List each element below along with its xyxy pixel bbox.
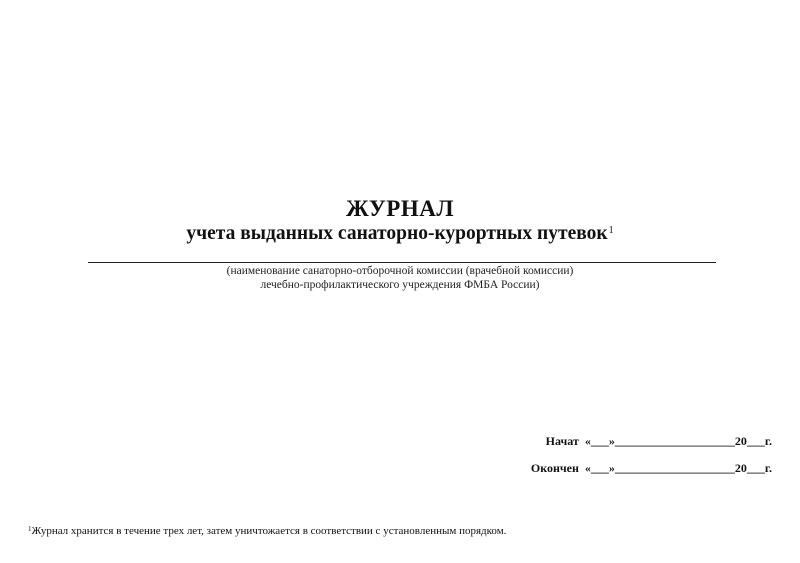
footnote-mark: 1 — [28, 525, 32, 533]
footnote-text: Журнал хранится в течение трех лет, затем уничтожается в соответствии с установленным порядком. — [31, 525, 507, 537]
end-date-line — [531, 460, 772, 476]
organization-caption-line-2: лечебно-профилактического учреждения ФМБА России) — [260, 279, 540, 291]
subtitle-text: учета выданных санаторно-курортных путевок — [186, 223, 608, 244]
subtitle-footnote-mark: 1 — [608, 225, 614, 236]
end-date-label: Окончен — [530, 461, 579, 475]
document-title: ЖУРНАЛ — [346, 196, 454, 221]
footnote — [28, 524, 506, 538]
end-date-field: «___»____________________20___г. — [584, 461, 772, 475]
start-date-label: Начат — [545, 434, 579, 448]
start-date-line — [546, 433, 772, 449]
start-date-field: «___»____________________20___г. — [584, 434, 772, 448]
organization-name-line — [88, 262, 716, 263]
document-subtitle — [0, 222, 800, 246]
organization-caption-line-1: (наименование санаторно-отборочной комиссии (врачебной комиссии) — [226, 265, 574, 277]
